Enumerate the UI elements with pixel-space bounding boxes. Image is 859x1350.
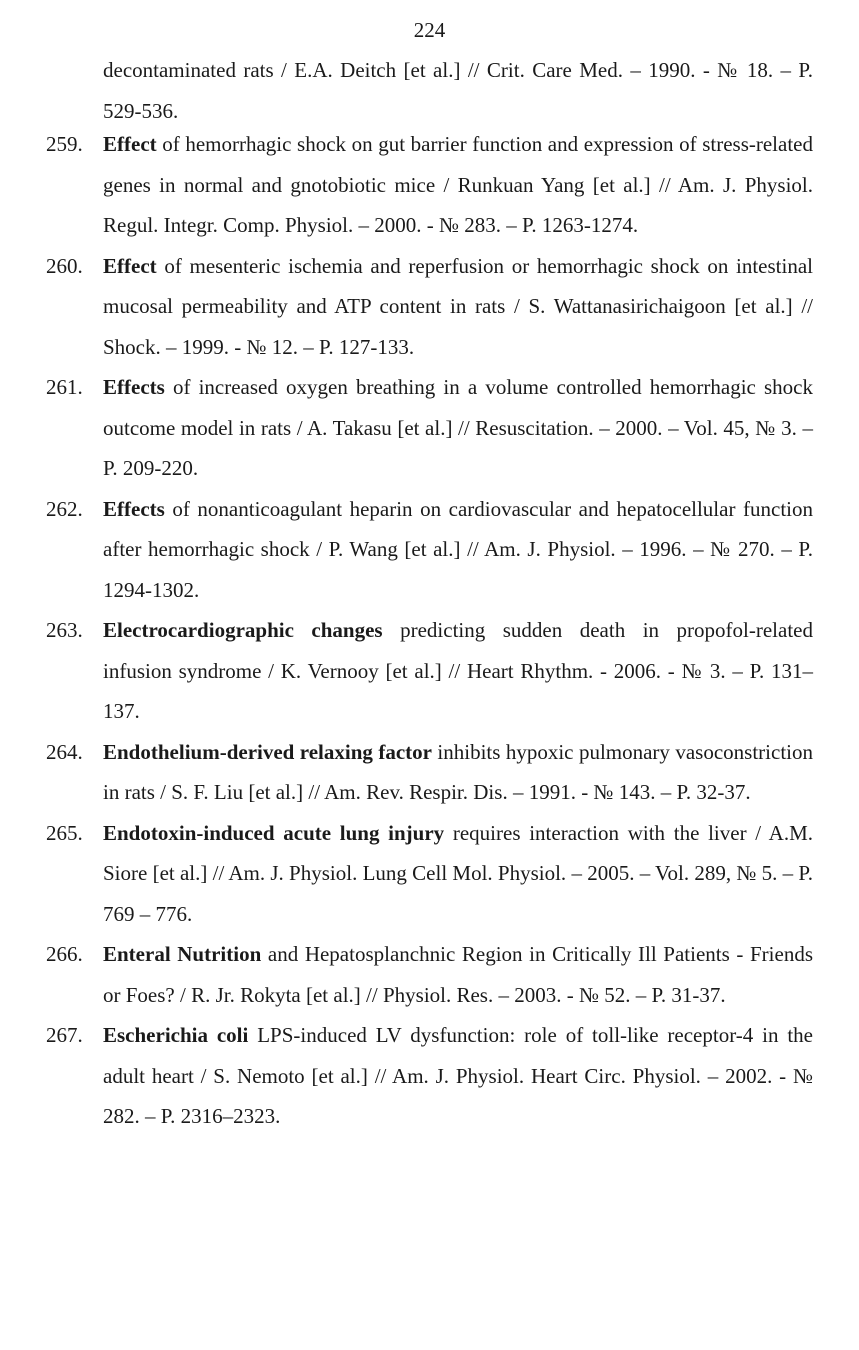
- reference-number: 260.: [46, 253, 83, 278]
- reference-lead: Endothelium-derived relaxing factor: [103, 739, 432, 764]
- reference-entry: [0, 489, 859, 611]
- reference-number: 261.: [46, 375, 83, 399]
- reference-entry: [0, 246, 859, 368]
- reference-lead: Effect: [103, 253, 157, 278]
- reference-text: [103, 246, 813, 368]
- reference-text: [103, 489, 813, 611]
- reference-entry: [0, 124, 859, 246]
- reference-entry: [0, 367, 859, 489]
- reference-entry: [0, 934, 859, 1015]
- reference-lead: Endotoxin-induced acute lung injury: [103, 820, 445, 845]
- reference-lead: Effects: [103, 375, 165, 399]
- reference-text: [103, 610, 813, 732]
- reference-text: [103, 732, 813, 813]
- reference-rest: of nonanticoagulant heparin on cardiovascular and hepatocellular function after hemorrhagic shock / P. Wang [et al.] // Am. J. Physiol. – 1996. – № 270. – P. 1294-1302.: [103, 496, 813, 602]
- page-number: 224: [413, 18, 446, 42]
- reference-lead: Enteral Nutrition: [103, 942, 262, 966]
- reference-rest: LPS-induced LV dysfunction: role of toll-like receptor-4 in the adult heart / S. Nemoto [et al.] // Am. J. Physiol. Heart Circ. Physiol. – 2002. - № 282. – P. 2316–2323.: [103, 1023, 813, 1128]
- reference-text: [103, 813, 813, 935]
- reference-rest: of mesenteric ischemia and reperfusion or hemorrhagic shock on intestinal mucosal permeability and ATP content in rats / S. Wattanasirichaigoon [et al.] // Shock. – 1999. - № 12. – P. 127-133.: [103, 253, 813, 359]
- reference-number: 263.: [46, 618, 83, 642]
- reference-number: 259.: [46, 132, 83, 156]
- reference-entry: [0, 813, 859, 935]
- reference-entry: [0, 732, 859, 813]
- reference-rest: of increased oxygen breathing in a volume controlled hemorrhagic shock outcome model in rats / A. Takasu [et al.] // Resuscitation. – 2000. – Vol. 45, № 3. – P. 209-220.: [103, 375, 813, 480]
- reference-list: [0, 124, 859, 1137]
- reference-text: [103, 367, 813, 489]
- reference-number: 265.: [46, 820, 83, 845]
- reference-entry: [0, 1015, 859, 1137]
- reference-rest: inhibits hypoxic pulmonary vasoconstriction in rats / S. F. Liu [et al.] // Am. Rev. Respir. Dis. – 1991. - № 143. – P. 32-37.: [103, 739, 813, 804]
- reference-lead: Effect: [103, 132, 157, 156]
- reference-number: 264.: [46, 739, 83, 764]
- reference-text: [103, 934, 813, 1015]
- reference-lead: Electrocardiographic changes: [103, 618, 383, 642]
- reference-number: 267.: [46, 1023, 83, 1047]
- reference-text: [103, 1015, 813, 1137]
- reference-lead: Escherichia coli: [103, 1023, 249, 1047]
- reference-entry: [0, 610, 859, 732]
- reference-rest: requires interaction with the liver / A.M. Siore [et al.] // Am. J. Physiol. Lung Cell Mol. Physiol. – 2005. – Vol. 289, № 5. – P. 769 – 776.: [103, 820, 813, 926]
- reference-number: 262.: [46, 496, 83, 521]
- reference-text: [103, 124, 813, 246]
- reference-rest: and Hepatosplanchnic Region in Critically Ill Patients - Friends or Foes? / R. Jr. Rokyta [et al.] // Physiol. Res. – 2003. - № 52. – P. 31-37.: [103, 942, 814, 1007]
- reference-rest: predicting sudden death in propofol-related infusion syndrome / K. Vernooy [et al.] // Heart Rhythm. - 2006. - № 3. – P. 131–137.: [103, 618, 813, 723]
- reference-rest: of hemorrhagic shock on gut barrier function and expression of stress-related genes in normal and gnotobiotic mice / Runkuan Yang [et al.] // Am. J. Physiol. Regul. Integr. Comp. Physiol. – 2000. - № 283. – P. 1263-1274.: [103, 132, 813, 237]
- reference-continuation: decontaminated rats / E.A. Deitch [et al.] // Crit. Care Med. – 1990. - № 18. – P. 529-536.: [103, 58, 813, 123]
- reference-lead: Effects: [103, 496, 165, 521]
- reference-number: 266.: [46, 942, 83, 966]
